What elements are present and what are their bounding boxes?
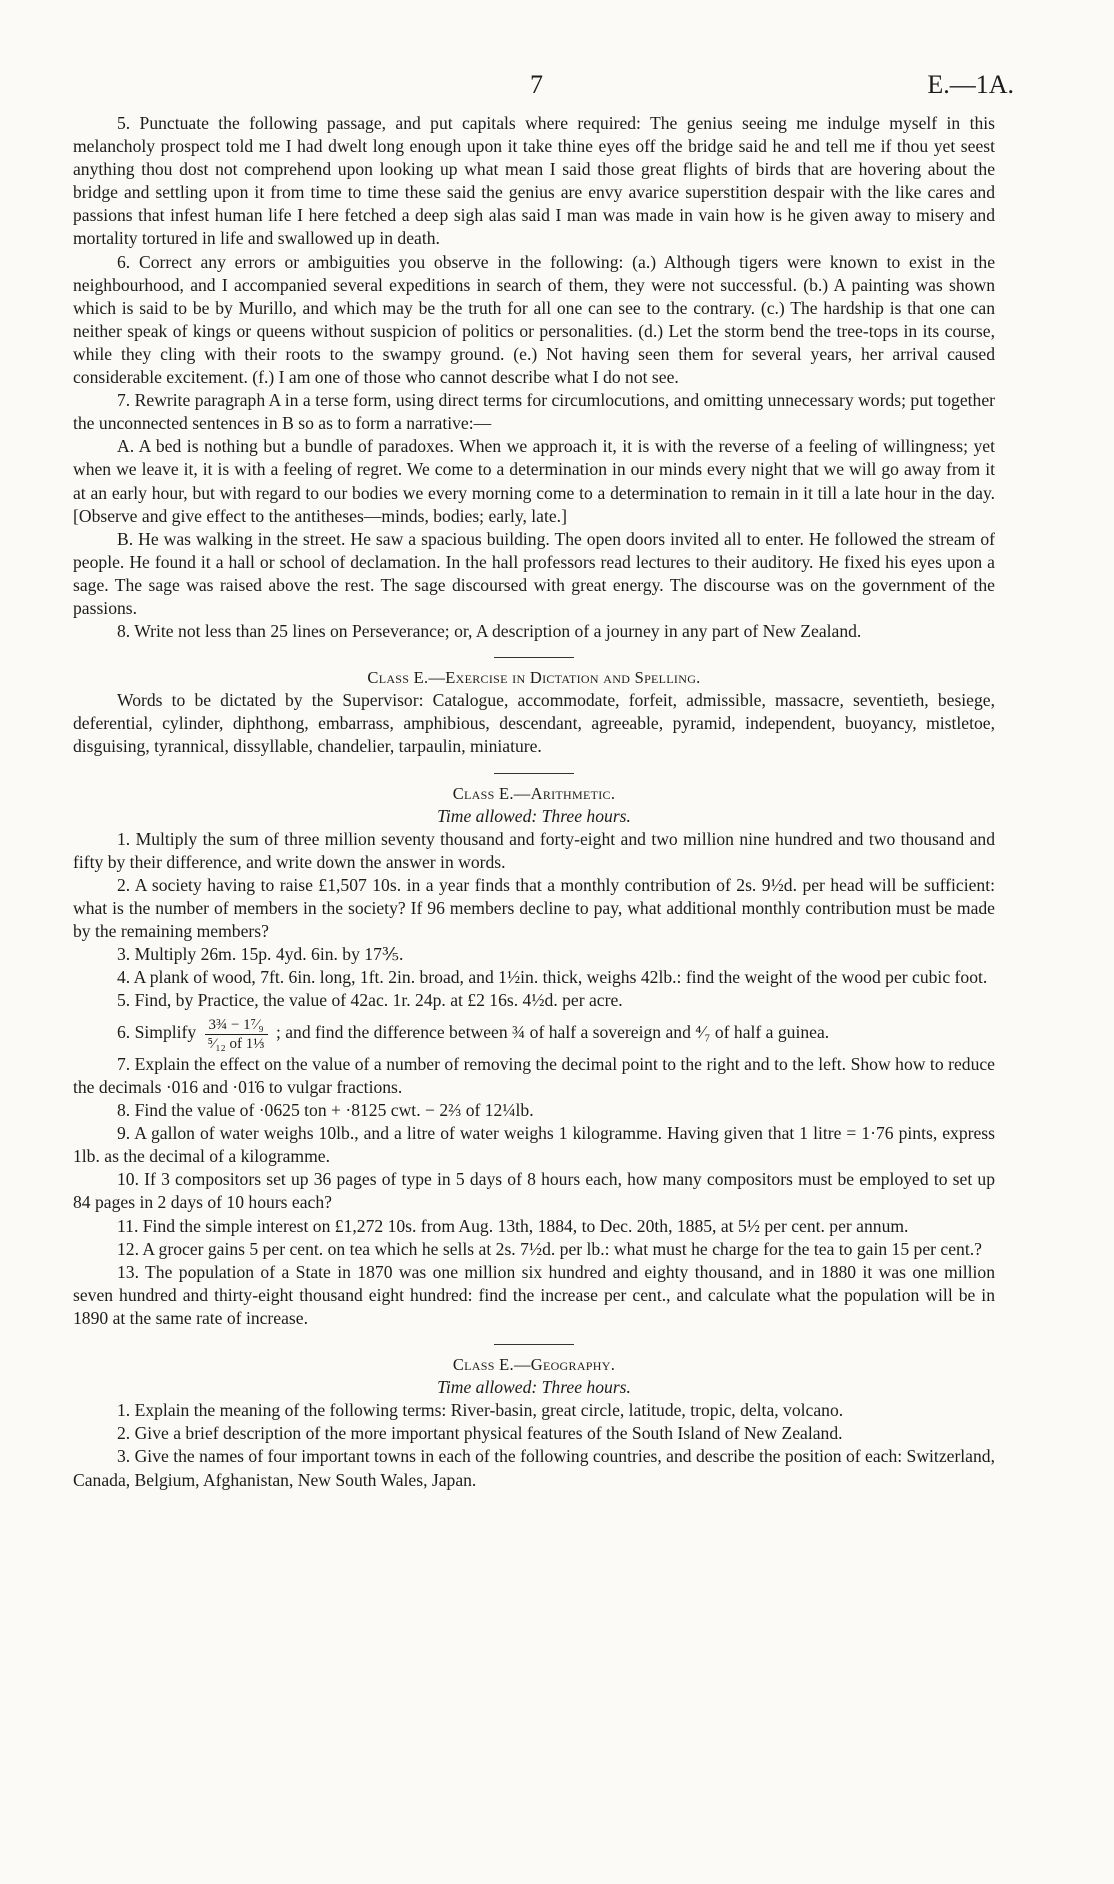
arithmetic-question-12: 12. A grocer gains 5 per cent. on tea which he sells at 2s. 7½d. per lb.: what must he charge for the tea to gain 15 per cent.? — [117, 1238, 982, 1259]
english-question-8: 8. Write not less than 25 lines on Perseverance; or, A description of a journey in any part of New Zealand. — [117, 621, 862, 642]
dictation-section — [73, 666, 995, 758]
arithmetic-section — [73, 782, 995, 1331]
arithmetic-question-5: 5. Find, by Practice, the value of 42ac. 1r. 24p. at £2 16s. 4½d. per acre. — [117, 990, 623, 1011]
dictation-heading — [73, 666, 995, 689]
arithmetic-question-13: 13. The population of a State in 1870 was one million six hundred and eighty thousand, and in 1880 it was one million seven hundred and thirty-eight thousand eight hundred: find the increase per cent., and calculate what the population will be in 1890 at the same rate of increase. — [73, 1261, 995, 1328]
dictation-heading-subject: —Exercise in Dictation and Spelling. — [428, 668, 701, 688]
section-divider — [494, 657, 574, 658]
geography-time-allowed: Time allowed: Three hours. — [437, 1377, 631, 1398]
geography-question-1: 1. Explain the meaning of the following terms: River-basin, great circle, latitude, tropic, delta, volcano. — [117, 1400, 844, 1421]
english-question-6: 6. Correct any errors or ambiguities you observe in the following: (a.) Although tigers were known to exist in the neighbourhood, and I accompanied several expeditions in search of them, they were not successful. (b.) A painting was shown which is said to be by Murillo, and which may be the truth for all one can see to the contrary. (c.) The hardship is that one can neither speak of kings or queens without suspicion of politics or personalities. (d.) Let the storm bend the tree-tops in its course, while they cling with their roots to the swampy ground. (e.) Not having seen them for several years, her arrival caused considerable excitement. (f.) I am one of those who cannot describe what I do not see. — [73, 251, 995, 388]
question-6-start: 6. Simplify — [117, 1022, 197, 1043]
question-6-end: ; and find the difference between ¾ of half a sovereign and ⁴⁄₇ of half a guinea. — [275, 1022, 830, 1043]
english-question-7: 7. Rewrite paragraph A in a terse form, using direct terms for circumlocutions, and omitting unnecessary words; put together the unconnected sentences in B so as to form a narrative:— — [73, 390, 995, 434]
arithmetic-question-2: 2. A society having to raise £1,507 10s. in a year finds that a monthly contribution of 2s. 9½d. per head will be sufficient: what is the number of members in the society? If 96 members decline to pay, what additional monthly contribution must be made by the remaining members? — [73, 874, 995, 942]
geography-heading — [73, 1353, 995, 1376]
geography-heading-subject: —Geography. — [513, 1355, 616, 1375]
fraction-numerator: 3¾ − 1⁷⁄₉ — [205, 1016, 268, 1035]
page-content — [73, 112, 995, 1492]
arithmetic-heading — [73, 782, 995, 805]
arithmetic-question-3: 3. Multiply 26m. 15p. 4yd. 6in. by 17⅗. — [117, 944, 404, 965]
arithmetic-question-10: 10. If 3 compositors set up 36 pages of type in 5 days of 8 hours each, how many compositors must be employed to set up 84 pages in 2 days of 10 hours each? — [73, 1169, 995, 1213]
section-divider — [494, 1344, 574, 1345]
arithmetic-heading-subject: —Arithmetic. — [513, 783, 616, 803]
section-divider — [494, 773, 574, 774]
english-question-7a: A. A bed is nothing but a bundle of paradoxes. When we approach it, it is with the reverse of a feeling of willingness; yet when we leave it, it is with a feeling of regret. We come to a determination in our minds every night that we will go away from it at an early hour, but with regard to our bodies we every morning come to a determination to remain in it till a late hour in the day. [Observe and give effect to the antitheses—minds, bodies; early, late.] — [73, 436, 995, 526]
arithmetic-question-6 — [73, 1012, 995, 1052]
geography-question-2: 2. Give a brief description of the more important physical features of the South Island of New Zealand. — [117, 1423, 843, 1444]
arithmetic-question-8: 8. Find the value of ·0625 ton + ·8125 cwt. − 2⅔ of 12¼lb. — [117, 1100, 534, 1121]
arithmetic-heading-class: Class E. — [452, 783, 514, 803]
arithmetic-question-11: 11. Find the simple interest on £1,272 10s. from Aug. 13th, 1884, to Dec. 20th, 1885, at 5½ per cent. per annum. — [117, 1215, 909, 1236]
english-question-7b: B. He was walking in the street. He saw a spacious building. The open doors invited all to enter. He followed the stream of people. He found it a hall or school of declamation. In the hall professors read lectures to their auditory. He fixed his eyes upon a sage. The sage was raised above the rest. The sage discoursed with great energy. The discourse was on the government of the passions. — [73, 528, 995, 618]
page-reference: E.—1A. — [927, 70, 1014, 99]
geography-section — [73, 1353, 995, 1492]
dictation-heading-class: Class E. — [367, 668, 429, 688]
arithmetic-question-4: 4. A plank of wood, 7ft. 6in. long, 1ft. 2in. broad, and 1½in. thick, weighs 42lb.: find the weight of the wood per cubic foot. — [117, 967, 988, 988]
arithmetic-question-1: 1. Multiply the sum of three million seventy thousand and forty-eight and two million nine hundred and two thousand and fifty by their difference, and write down the answer in words. — [73, 828, 995, 872]
page-number: 7 — [530, 70, 543, 99]
dictation-words: Words to be dictated by the Supervisor: Catalogue, accommodate, forfeit, admissible, massacre, seventieth, besiege, deferential, cylinder, diphthong, embarrass, amphibious, descendant, agreeable, pyramid, independent, buoyancy, mistletoe, disguising, tyrannical, dissyllable, chandelier, tarpaulin, miniature. — [73, 690, 995, 757]
arithmetic-question-9: 9. A gallon of water weighs 10lb., and a litre of water weighs 1 kilogramme. Having given that 1 litre = 1·76 pints, express 1lb. as the decimal of a kilogramme. — [73, 1123, 995, 1167]
arithmetic-time-allowed: Time allowed: Three hours. — [437, 805, 631, 826]
english-question-5: 5. Punctuate the following passage, and put capitals where required: The genius seeing me indulge myself in this melancholy prospect told me I had dwelt long enough upon it take thine eyes off the bridge said he and tell me if thou yet seest anything thou dost not comprehend upon looking up what mean I said those great flights of birds that are hovering about the bridge and settling upon it from time to time these said the genius are envy avarice superstition despair with the like cares and passions that infest human life I here fetched a deep sigh alas said I man was made in vain how is he given away to misery and mortality tortured in life and swallowed up in death. — [73, 113, 995, 249]
compound-fraction — [205, 1016, 268, 1053]
english-questions — [73, 112, 995, 643]
fraction-denominator: ⁵⁄₁₂ of 1⅓ — [207, 1035, 265, 1052]
geography-heading-class: Class E. — [452, 1355, 514, 1375]
geography-question-3: 3. Give the names of four important towns in each of the following countries, and describe the position of each: Switzerland, Canada, Belgium, Afghanistan, New South Wales, Japan. — [73, 1446, 995, 1490]
arithmetic-question-7: 7. Explain the effect on the value of a number of removing the decimal point to the right and to the left. Show how to reduce the decimals ·016 and ·01̇6 to vulgar fractions. — [73, 1053, 995, 1098]
